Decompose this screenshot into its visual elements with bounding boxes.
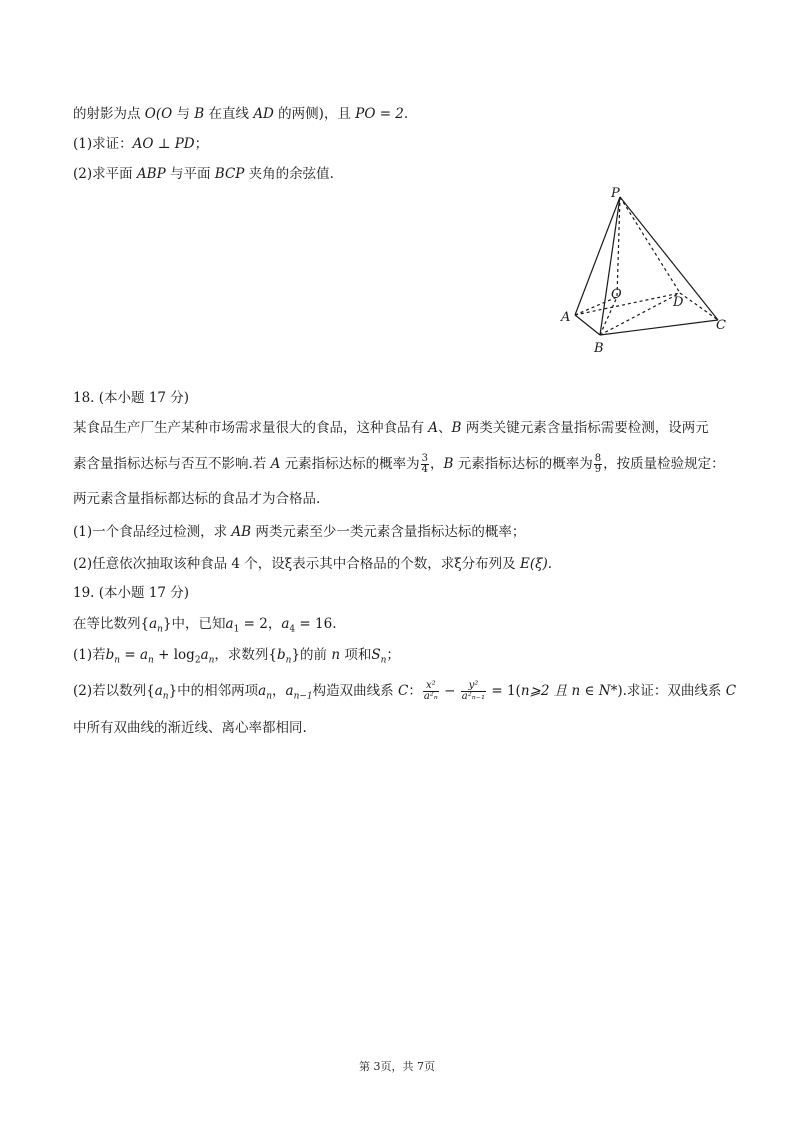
p19-question-2: (2)若以数列$\{a_n\}$中的相邻两项$a_n$，$a_{n-1}$构造双曲线系 C： $\frac{\text{x²}}{\text{a²ₙ}}$ − $\frac{\text{y²}}{\text{a²ₙ₋₁}}$ = 1(n⩾2 且 n ∈ N*).求证：双曲线系 C — [73, 680, 737, 702]
label-A: A — [561, 310, 571, 325]
p19-text-line-1: 在等比数列$\{a_n\}$中，已知$a_1 = 2$，$a_4 = 16$. — [73, 616, 337, 635]
edge-AD — [575, 293, 680, 315]
edge-PC — [620, 197, 718, 320]
label-D: D — [673, 295, 684, 310]
label-P: P — [611, 186, 620, 201]
p18-text-line-2: 素含量指标达标与否互不影响.若 A 元素指标达标的概率为 $\frac{3}{4}$ ，B 元素指标达标的概率为 $\frac{8}{9}$ ，按质量检验规定： — [73, 453, 725, 475]
p19-text-line-2: 中所有双曲线的渐近线、离心率都相同. — [73, 720, 307, 736]
p17-intro-line: 的射影为点 O(O 与 B 在直线 AD 的两侧)，且 PO = 2. — [73, 106, 409, 122]
p18-text-line-1: 某食品生产厂生产某种市场需求量很大的食品，这种食品有 A、B 两类关键元素含量指标需要检测，设两元 — [73, 420, 709, 436]
edge-AB — [575, 315, 600, 335]
edge-BC — [600, 320, 718, 335]
p19-header: 19. (本小题 17 分) — [73, 585, 190, 601]
label-B: B — [594, 341, 604, 356]
p18-text-line-3: 两元素含量指标都达标的食品才为合格品. — [73, 491, 321, 507]
p18-question-2: (2)任意依次抽取该种食品 4 个，设ξ表示其中合格品的个数，求ξ分布列及 E(ξ). — [73, 556, 553, 572]
fraction-x2-an2: $\frac{\text{x²}}{\text{a²ₙ}}$ — [423, 680, 438, 702]
p18-question-1: (1)一个食品经过检测，求 AB 两类元素至少一类元素含量指标达标的概率； — [73, 524, 526, 540]
p17-question-2: (2)求平面 ABP 与平面 BCP 夹角的余弦值. — [73, 166, 334, 182]
fraction-3-4: $\frac{3}{4}$ — [421, 453, 429, 475]
p18-header: 18. (本小题 17 分) — [73, 390, 190, 406]
pyramid-figure — [555, 185, 735, 360]
edge-PD — [620, 197, 680, 293]
label-O: O — [611, 287, 622, 302]
fraction-y2-an1: $\frac{\text{y²}}{\text{a²ₙ₋₁}}$ — [461, 680, 486, 702]
edge-PB — [600, 197, 620, 335]
page-footer: 第 3页，共 7页 — [359, 1060, 435, 1073]
fraction-8-9: $\frac{8}{9}$ — [594, 453, 602, 475]
p19-question-1: (1)若$b_n = a_n + \log_2a_n$，求数列$\{b_n\}$的前 n 项和$S_n$； — [73, 647, 400, 666]
p17-question-1: (1)求证：AO ⊥ PD； — [73, 136, 209, 152]
label-C: C — [716, 318, 726, 333]
